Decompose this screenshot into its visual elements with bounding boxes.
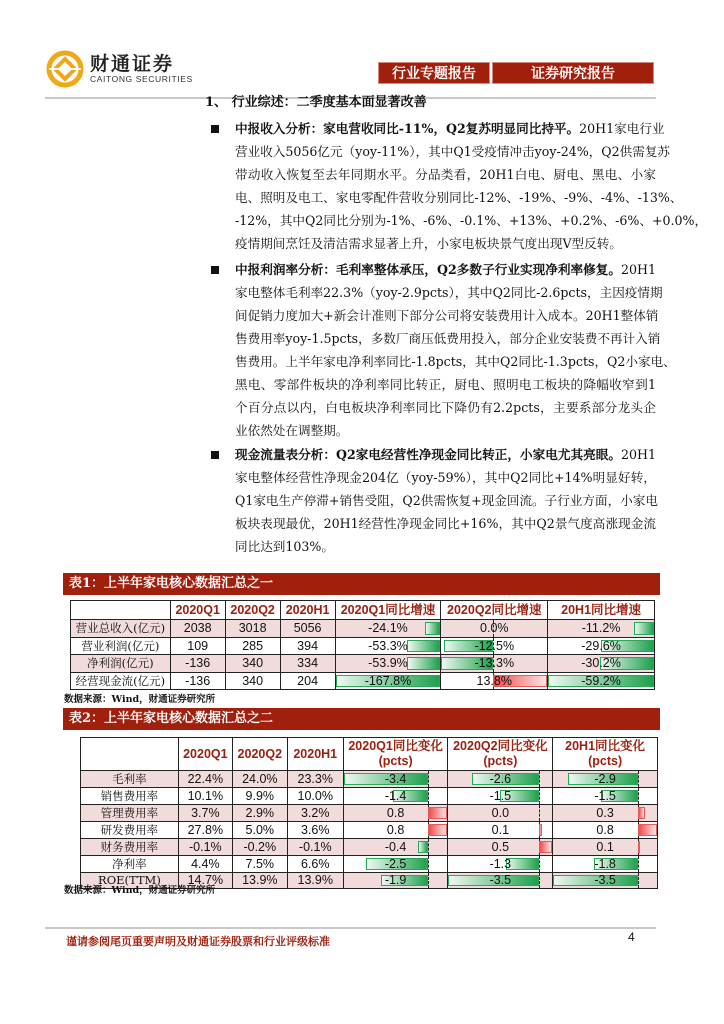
- column-header: 2020Q1: [178, 738, 232, 771]
- paragraph-line: [208, 489, 656, 512]
- positive-data-bar: [539, 841, 552, 853]
- negative-data-bar: [425, 622, 440, 635]
- data-bar-axis: [539, 873, 540, 888]
- change-value: 13.8%: [476, 673, 512, 688]
- paragraph-line: [208, 327, 661, 350]
- table-row: [71, 637, 655, 655]
- paragraph-line: [208, 209, 708, 232]
- paragraph-text: 业依然处在调整期。: [235, 423, 349, 438]
- paragraph-text: 疫情期间烹饪及清洁需求显著上升，小家电板块景气度出现V型反转。: [235, 236, 622, 251]
- paragraph-text: 黑电、零部件板块的净利率同比转正，厨电、照明电工板块的降幅收窄到1: [235, 377, 656, 392]
- data-bar-cell: [448, 822, 553, 839]
- value-cell: 6.6%: [287, 856, 343, 873]
- data-bar-cell: [441, 620, 548, 638]
- paragraph-line: [208, 396, 656, 419]
- data-bar-cell: [335, 620, 441, 638]
- paragraph-line: [208, 163, 656, 186]
- data-bar-cell: [343, 873, 448, 889]
- paragraph-line: [208, 350, 676, 373]
- data-bar-cell: [553, 822, 658, 839]
- footer-divider: [45, 927, 656, 929]
- paragraph-line: [208, 466, 656, 489]
- value-cell: 10.1%: [178, 788, 232, 805]
- bullet-icon: [211, 451, 219, 459]
- value-cell: 9.9%: [232, 788, 287, 805]
- paragraph-text: 间促销力度加大+新会计准则下部分公司将安装费用计入成本。20H1整体销: [235, 308, 659, 323]
- change-value: -1.5: [489, 789, 512, 803]
- column-header: 2020Q2同比增速: [441, 601, 548, 620]
- positive-data-bar: [638, 807, 645, 819]
- logo-text-cn: 财通证券: [90, 53, 175, 75]
- change-value: -53.9%: [368, 656, 408, 671]
- table-row: [71, 620, 655, 638]
- row-label: ROE(TTM): [81, 873, 179, 889]
- paragraph-text: 家电整体毛利率22.3%（yoy-2.9pcts），其中Q2同比-2.6pcts，主因疫情期: [235, 285, 663, 300]
- data-bar-axis: [638, 873, 639, 888]
- data-bar-axis: [428, 873, 429, 888]
- table-row: [81, 805, 658, 822]
- data-bar-cell: [548, 620, 655, 638]
- row-label: 净利率: [81, 856, 179, 873]
- data-bar-axis: [539, 805, 540, 821]
- value-cell: 109: [170, 637, 225, 655]
- positive-data-bar: [539, 824, 542, 836]
- data-bar-axis: [539, 856, 540, 872]
- value-cell: 3.2%: [287, 805, 343, 822]
- paragraph-text: 20H1: [620, 262, 656, 277]
- data-bar-cell: [343, 771, 448, 788]
- table-row: [71, 672, 655, 690]
- change-value: 0.3: [596, 806, 614, 820]
- column-header: 2020Q2: [225, 601, 280, 620]
- change-value: -30.2%: [581, 656, 621, 671]
- paragraph-text: 20H1: [620, 447, 656, 462]
- positive-data-bar: [428, 807, 448, 819]
- value-cell: 24.0%: [232, 771, 287, 788]
- row-label: 毛利率: [81, 771, 179, 788]
- value-cell: 394: [280, 637, 335, 655]
- column-header: 2020Q1同比增速: [335, 601, 441, 620]
- paragraph-line: [208, 419, 656, 442]
- data-bar-cell: [441, 672, 548, 690]
- value-cell: -0.2%: [232, 839, 287, 856]
- data-bar-cell: [548, 655, 655, 673]
- paragraph-line: [208, 373, 656, 396]
- paragraph-line: [208, 512, 656, 535]
- data-bar-cell: [335, 637, 441, 655]
- negative-data-bar: [418, 841, 428, 853]
- data-bar-axis: [428, 856, 429, 872]
- data-bar-cell: [553, 788, 658, 805]
- change-value: 0.1: [596, 840, 614, 854]
- change-value: 0.8: [596, 823, 614, 837]
- value-cell: 13.9%: [232, 873, 287, 889]
- data-bar-cell: [335, 672, 441, 690]
- data-bar-axis: [638, 771, 639, 787]
- change-value: -1.3: [489, 857, 512, 871]
- row-label: 经营现金流(亿元): [71, 672, 171, 690]
- positive-data-bar: [638, 824, 657, 836]
- data-bar-cell: [448, 788, 553, 805]
- value-cell: 5056: [280, 620, 335, 638]
- table-header-row: [71, 601, 655, 620]
- value-cell: 13.9%: [287, 873, 343, 889]
- value-cell: 3.6%: [287, 822, 343, 839]
- disclaimer-link[interactable]: 谨请参阅尾页重要声明及财通证券股票和行业评级标准: [66, 935, 330, 948]
- table2: [80, 737, 658, 889]
- negative-data-bar: [407, 657, 441, 670]
- data-bar-cell: [548, 672, 655, 690]
- paragraph-cashflow: [208, 443, 656, 558]
- negative-data-bar: [634, 622, 654, 635]
- paragraph-line: [208, 186, 683, 209]
- change-value: -2.6: [489, 772, 512, 786]
- table-row: [81, 856, 658, 873]
- paragraph-line: [208, 258, 656, 281]
- change-value: -3.5: [594, 873, 616, 888]
- row-label: 营业总收入(亿元): [71, 620, 171, 638]
- change-value: -12.5%: [474, 638, 515, 653]
- value-cell: 5.0%: [232, 822, 287, 839]
- row-label: 净利润(亿元): [71, 655, 171, 673]
- data-bar-cell: [343, 856, 448, 873]
- value-cell: 7.5%: [232, 856, 287, 873]
- data-bar-cell: [335, 655, 441, 673]
- positive-data-bar: [428, 824, 448, 836]
- data-bar-cell: [343, 788, 448, 805]
- column-header: 20H1同比增速: [548, 601, 655, 620]
- value-cell: 4.4%: [178, 856, 232, 873]
- logo-text-en: CAITONG SECURITIES: [90, 74, 193, 84]
- change-value: -59.2%: [581, 673, 621, 688]
- data-bar-cell: [553, 771, 658, 788]
- paragraph-text: 同比达到103%。: [235, 539, 334, 554]
- table1-source: 数据来源：Wind，财通证券研究所: [64, 694, 216, 705]
- data-bar-axis: [539, 788, 540, 804]
- table-row: [81, 771, 658, 788]
- data-bar-axis: [428, 788, 429, 804]
- change-value: -1.4: [384, 789, 407, 803]
- value-cell: 10.0%: [287, 788, 343, 805]
- row-label: 财务费用率: [81, 839, 179, 856]
- column-header: [71, 601, 171, 620]
- value-cell: 23.3%: [287, 771, 343, 788]
- change-value: 0.1: [491, 823, 510, 837]
- change-value: -0.4: [384, 840, 407, 854]
- table2-source: 数据来源：Wind，财通证券研究所: [64, 885, 216, 896]
- bullet-icon: [211, 266, 219, 274]
- value-cell: 14.7%: [178, 873, 232, 889]
- paragraph-line: [208, 304, 659, 327]
- data-bar-cell: [343, 839, 448, 856]
- value-cell: 340: [225, 672, 280, 690]
- table-row: [81, 839, 658, 856]
- table-row: [81, 822, 658, 839]
- value-cell: 340: [225, 655, 280, 673]
- logo-emblem-icon: [46, 50, 84, 88]
- paragraph-line: [208, 535, 656, 558]
- value-cell: 3018: [225, 620, 280, 638]
- column-header: 2020H1: [287, 738, 343, 771]
- data-bar-axis: [654, 655, 655, 672]
- paragraph-line: [208, 443, 656, 466]
- row-label: 营业利润(亿元): [71, 637, 171, 655]
- value-cell: -136: [170, 655, 225, 673]
- page-number: 4: [628, 930, 635, 944]
- paragraph-text: 电、照明及电工、家电零配件营收分别同比-12%、-19%、-9%、-4%、-13%、: [235, 190, 683, 205]
- report-type-tag: 行业专题报告: [378, 62, 490, 84]
- table-row: [81, 788, 658, 805]
- column-header: [81, 738, 179, 771]
- paragraph-line: [208, 140, 671, 163]
- table-header-row: [81, 738, 658, 771]
- table-row: [71, 655, 655, 673]
- change-value: 0.0: [491, 806, 510, 820]
- row-label: 研发费用率: [81, 822, 179, 839]
- data-bar-axis: [539, 771, 540, 787]
- paragraph-lead: 中报利润率分析：毛利率整体承压，Q2多数子行业实现净利率修复。: [235, 262, 621, 277]
- data-bar-cell: [441, 637, 548, 655]
- paragraph-text: 营业收入5056亿元（yoy-11%），其中Q1受疫情冲击yoy-24%，Q2供需复苏: [235, 144, 671, 159]
- bullet-icon: [211, 125, 219, 133]
- section-heading: 1、 行业综述：二季度基本面显著改善: [205, 95, 427, 110]
- value-cell: -0.1%: [178, 839, 232, 856]
- row-label: 管理费用率: [81, 805, 179, 822]
- value-cell: 27.8%: [178, 822, 232, 839]
- value-cell: 2.9%: [232, 805, 287, 822]
- change-value: -167.8%: [364, 673, 412, 688]
- data-bar-cell: [441, 655, 548, 673]
- value-cell: 3.7%: [178, 805, 232, 822]
- report-category-tag: 证券研究报告: [492, 62, 654, 84]
- change-value: 0.8: [386, 806, 405, 820]
- company-logo: [46, 50, 193, 88]
- paragraph-text: 售费用率yoy-1.5pcts，多数厂商压低费用投入，部分企业安装费不再计入销: [235, 331, 661, 346]
- positive-data-bar: [638, 841, 640, 853]
- data-bar-cell: [343, 805, 448, 822]
- paragraph-line: [208, 117, 665, 140]
- change-value: -13.3%: [474, 656, 515, 671]
- paragraph-text: Q1家电生产停滞+销售受阻，Q2供需恢复+现金回流。子行业方面，小家电: [235, 493, 658, 508]
- data-bar-axis: [428, 839, 429, 855]
- change-value: -24.1%: [368, 621, 408, 636]
- paragraph-text: 家电整体经营性净现金204亿（yoy-59%），其中Q2同比+14%明显好转，: [235, 470, 656, 485]
- value-cell: 22.4%: [178, 771, 232, 788]
- change-value: -3.5: [489, 873, 512, 888]
- data-bar-axis: [428, 771, 429, 787]
- data-bar-cell: [448, 771, 553, 788]
- paragraph-line: [208, 232, 656, 255]
- change-value: -3.4: [384, 772, 407, 786]
- change-value: -1.8: [594, 857, 616, 871]
- column-header: 2020Q2: [232, 738, 287, 771]
- data-bar-axis: [638, 856, 639, 872]
- data-bar-cell: [553, 839, 658, 856]
- change-value: -2.9: [594, 772, 616, 786]
- paragraph-lead: 现金流量表分析：Q2家电经营性净现金同比转正，小家电尤其亮眼。: [235, 447, 621, 462]
- paragraph-text: -12%，其中Q2同比分别为-1%、-6%、-0.1%、+13%、+0.2%、-6%、+0.0%，: [235, 213, 708, 228]
- data-bar-cell: [448, 839, 553, 856]
- data-bar-cell: [343, 822, 448, 839]
- paragraph-text: 板块表现最优，20H1经营性净现金同比+16%，其中Q2景气度高涨现金流: [235, 516, 656, 531]
- value-cell: 2038: [170, 620, 225, 638]
- data-bar-cell: [448, 805, 553, 822]
- change-value: -1.5: [594, 789, 616, 803]
- change-value: -2.5: [384, 857, 407, 871]
- row-label: 销售费用率: [81, 788, 179, 805]
- paragraph-line: [208, 281, 663, 304]
- paragraph-text: 带动收入恢复至去年同期水平。分品类看，20H1白电、厨电、黑电、小家: [235, 167, 656, 182]
- column-header: 2020Q2同比变化 (pcts): [448, 738, 553, 771]
- column-header: 2020Q1同比变化 (pcts): [343, 738, 448, 771]
- data-bar-axis: [654, 620, 655, 637]
- value-cell: -136: [170, 672, 225, 690]
- data-bar-axis: [638, 788, 639, 804]
- column-header: 2020H1: [280, 601, 335, 620]
- column-header: 20H1同比变化 (pcts): [553, 738, 658, 771]
- paragraph-text: 20H1家电行业: [579, 121, 665, 136]
- data-bar-cell: [553, 856, 658, 873]
- data-bar-cell: [548, 637, 655, 655]
- data-bar-axis: [654, 638, 655, 655]
- change-value: -1.9: [384, 873, 407, 888]
- paragraph-profit: [208, 258, 676, 442]
- change-value: 0.5: [491, 840, 510, 854]
- paragraph-text: 售费用。上半年家电净利率同比-1.8pcts，其中Q2同比-1.3pcts，Q2小家电、: [235, 354, 676, 369]
- paragraph-text: 个百分点以内，白电板块净利率同比下降仍有2.2pcts，主要系部分龙头企: [235, 400, 656, 415]
- change-value: -53.3%: [368, 638, 408, 653]
- table1: [70, 600, 655, 690]
- change-value: -11.2%: [581, 621, 621, 636]
- negative-data-bar: [407, 640, 440, 653]
- change-value: 0.8: [386, 823, 405, 837]
- data-bar-cell: [553, 873, 658, 889]
- data-bar-axis: [654, 673, 655, 690]
- change-value: -29.6%: [581, 638, 621, 653]
- data-bar-cell: [448, 873, 553, 889]
- data-bar-cell: [553, 805, 658, 822]
- change-value: 0.0%: [480, 621, 509, 636]
- value-cell: 334: [280, 655, 335, 673]
- value-cell: -0.1%: [287, 839, 343, 856]
- value-cell: 204: [280, 672, 335, 690]
- paragraph-lead: 中报收入分析：家电营收同比-11%，Q2复苏明显同比持平。: [235, 121, 580, 136]
- column-header: 2020Q1: [170, 601, 225, 620]
- table1-title: 表1：上半年家电核心数据汇总之一: [63, 573, 660, 595]
- data-bar-cell: [448, 856, 553, 873]
- value-cell: 285: [225, 637, 280, 655]
- table2-title: 表2：上半年家电核心数据汇总之二: [63, 708, 660, 730]
- paragraph-revenue: [208, 117, 708, 255]
